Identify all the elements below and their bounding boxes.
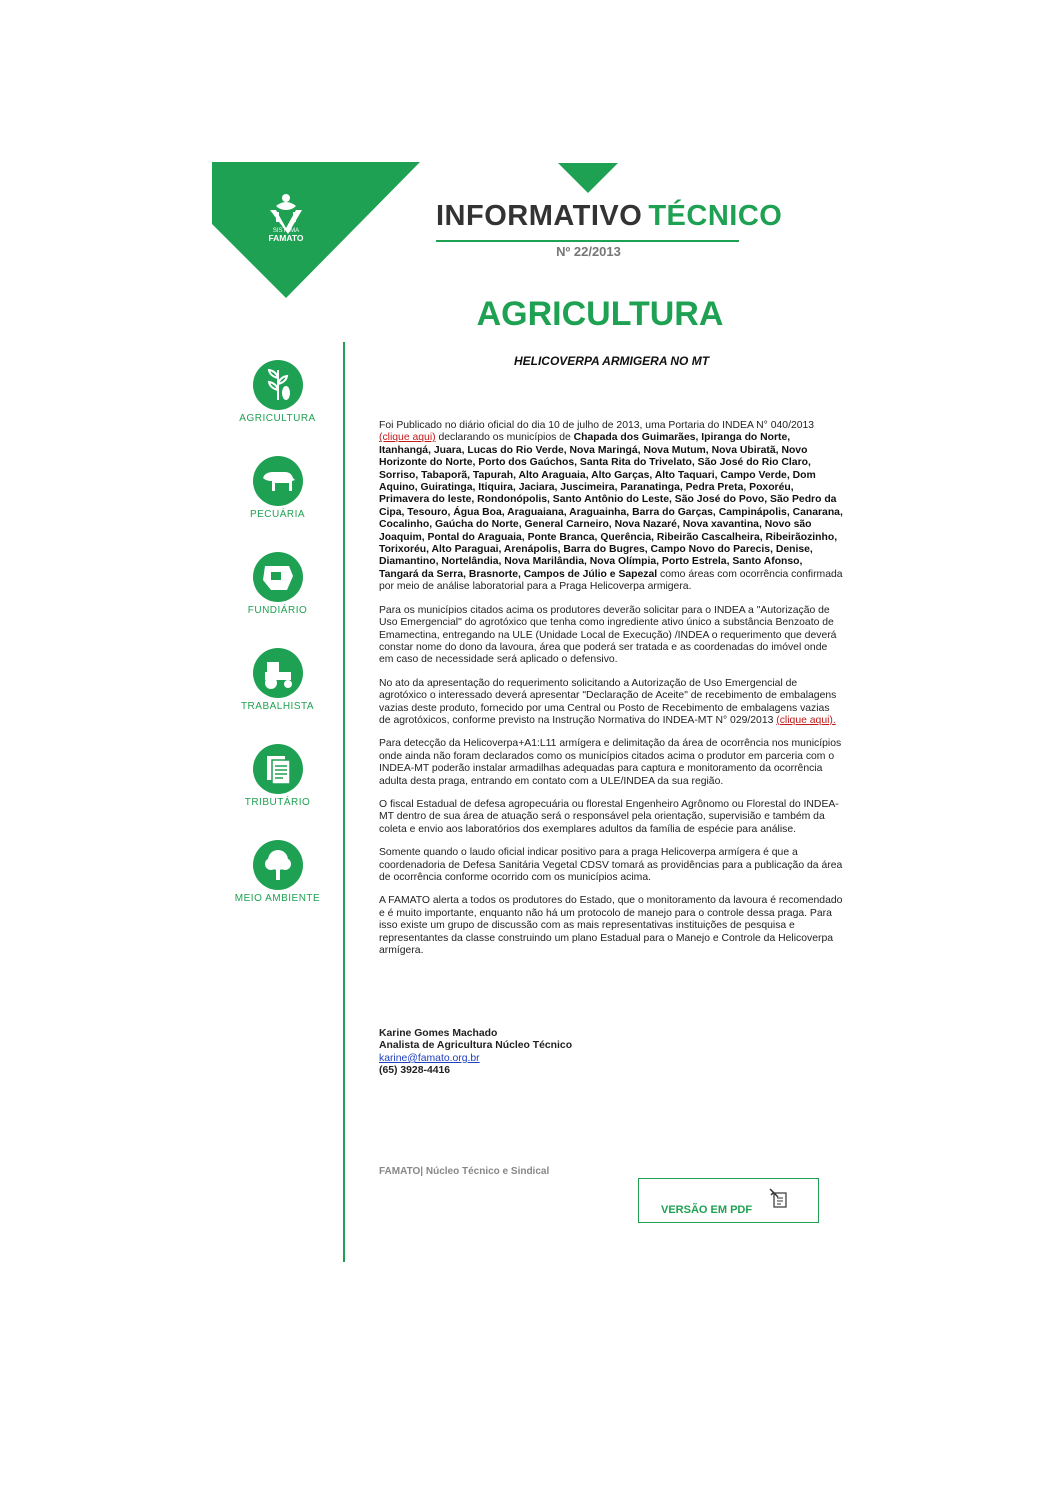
nav-label: TRIBUTÁRIO <box>244 797 311 808</box>
paragraph-1: Foi Publicado no diário oficial do dia 10 de julho de 2013, uma Portaria do INDEA N° 040/2013 (clique aqui) declarando os municípios de Chapada dos Guimarães, Ipiranga do Norte, Itanhangá, Juara, Lucas do Rio Verde, Nova Maringá, Nova Mutum, Nova Ubiratã, Novo Horizonte do Norte, Porto dos Gaúchos, Santa Rita do Trivelato, São José do Rio Claro, Sorriso, Tabaporã, Tapurah, Alto Araguaia, Alto Garças, Alto Taquari, Campo Verde, Dom Aquino, Guiratinga, Itiquira, Jaciara, Juscimeira, Paranatinga, Pedra Preta, Poxoréu, Primavera do leste, Rondonópolis, Santo Antônio do Leste, São José do Povo, São Pedro da Cipa, Tesouro, Água Boa, Araguaiana, Araguainha, Barra do Garças, Campinápolis, Canarana, Cocalinho, Gaúcha do Norte, General Carneiro, Nova Nazaré, Nova xavantina, Novo são Joaquim, Pontal do Araguaia, Ponte Branca, Querência, Ribeirão Cascalheira, Ribeirãozinho, Torixoréu, Alto Paraguai, Arenápolis, Barra do Bugres, Campo Novo do Parecis, Denise, Diamantino, Nortelândia, Nova Marilândia, Nova Olímpia, Porto Estrela, Santo Afonso, Tangará da Serra, Brasnorte, Campos de Júlio e Sapezal como áreas com ocorrência confirmada por meio de análise laboratorial para a Praga Helicoverpa armigera. <box>379 420 843 593</box>
tree-icon <box>253 840 303 890</box>
footer-text: FAMATO| Núcleo Técnico e Sindical <box>379 1166 550 1177</box>
agriculture-icon <box>253 360 303 410</box>
paragraph-7: A FAMATO alerta a todos os produtores do Estado, que o monitoramento da lavoura é recomendado e é muito importante, enquanto não há um protocolo de manejo para o controle dessa praga. Para isso existe um grupo de discussão com as mais representativas instituições de pesquisa e representantes da classe construindo um plano Estadual para o Manejo e Controle da Helicoverpa armígera. <box>379 895 843 957</box>
author-role: Analista de Agricultura Núcleo Técnico <box>379 1040 573 1052</box>
header-logo-banner <box>212 162 420 298</box>
paragraph-6: Somente quando o laudo oficial indicar positivo para a praga Helicoverpa armígera é que a coordenadoria de Defesa Sanitária Vegetal CDSV tomará as providências para a publicação da área de ocorrência conforme ocorrido com os municípios acima. <box>379 847 843 883</box>
documents-icon <box>253 744 303 794</box>
page-title-main: INFORMATIVO <box>436 200 643 232</box>
nav-item-meio-ambiente[interactable] <box>230 840 325 904</box>
paragraph-2: Para os municípios citados acima os produtores deverão solicitar para o INDEA a "Autorização de Uso Emergencial" do agrotóxico que tenha como ingrediente ativo único a substância Benzoato de Emamectina, entregando na ULE (Unidade Local de Execução) /INDEA o requerimento que deverá constar nome do dono da lavoura, área que poderá ser tratada e as coordenadas do imóvel onde em caso de necessidade será aplicado o defensivo. <box>379 604 837 666</box>
nav-item-fundiario[interactable] <box>230 552 325 616</box>
nav-item-agricultura[interactable] <box>230 360 325 424</box>
pdf-version-button[interactable] <box>638 1178 819 1223</box>
author-name: Karine Gomes Machado <box>379 1028 498 1039</box>
vertical-divider <box>343 342 345 1262</box>
tractor-icon <box>253 648 303 698</box>
header-chevron-decoration <box>558 163 618 193</box>
instrucao-normativa-link[interactable]: (clique aqui). <box>776 714 836 726</box>
portaria-link[interactable]: (clique aqui) <box>379 432 436 444</box>
paragraph-3: No ato da apresentação do requerimento solicitando a Autorização de Uso Emergencial de agrotóxico o interessado deverá apresentar "Declaração de Aceite" de recebimento de embalagens vazias deste produto, fornecido por uma Central ou Posto de Recebimento de embalagens vazias de agrotóxicos, conforme previsto na Instrução Normativa do INDEA-MT N° 029/2013 (clique aqui). <box>379 677 837 726</box>
nav-label: MEIO AMBIENTE <box>234 893 321 904</box>
paragraph-4: Para detecção da Helicoverpa+A1:L11 armígera e delimitação da área de ocorrência nos municípios onde ainda não foram declarados como os municípios citados acima o produtor em parceria com o INDEA-MT poderão instalar armadilhas adequadas para captura e monitoramento da ocorrência adulta desta praga, entrando em contato com a ULE/INDEA da sua região. <box>379 738 842 787</box>
article-body <box>379 420 843 968</box>
title-divider <box>436 240 739 242</box>
nav-label: AGRICULTURA <box>239 413 316 424</box>
logo-sub-label: SISTEMA <box>272 228 300 234</box>
section-title: AGRICULTURA <box>476 295 724 333</box>
nav-label: TRABALHISTA <box>240 701 315 712</box>
page-title <box>436 200 783 240</box>
nav-item-trabalhista[interactable] <box>230 648 325 712</box>
land-map-icon <box>253 552 303 602</box>
logo-brand-label: FAMATO <box>268 233 304 243</box>
signature-block <box>379 1028 843 1078</box>
livestock-icon <box>253 456 303 506</box>
pdf-version-label: VERSÃO EM PDF <box>661 1204 753 1216</box>
nav-label: PECUÁRIA <box>249 509 306 520</box>
issue-number: Nº 22/2013 <box>556 244 621 259</box>
paragraph-5: O fiscal Estadual de defesa agropecuária ou florestal Engenheiro Agrônomo ou Florestal do INDEA-MT dentro de sua área de atuação será o responsável pela orientação, supervisião e também da coleta e envio aos laboratórios dos exemplares adultos da família de espécie para análise. <box>379 798 839 835</box>
author-phone: (65) 3928-4416 <box>379 1065 451 1077</box>
page-title-accent: TÉCNICO <box>648 200 783 232</box>
article-subtitle: HELICOVERPA ARMIGERA NO MT <box>513 354 710 368</box>
nav-item-tributario[interactable] <box>230 744 325 808</box>
author-email-link[interactable]: karine@famato.org.br <box>379 1052 480 1064</box>
pdf-download-icon <box>766 1185 792 1211</box>
nav-item-pecuaria[interactable] <box>230 456 325 520</box>
nav-label: FUNDIÁRIO <box>247 605 308 616</box>
affected-cities-list: Chapada dos Guimarães, Ipiranga do Norte, Itanhangá, Juara, Lucas do Rio Verde, Nova Maringá, Nova Mutum, Nova Ubiratã, Novo Horizonte do Norte, Porto dos Gaúchos, Santa Rita do Trivelato, São José do Rio Claro, Sorriso, Tabaporã, Tapurah, Alto Araguaia, Alto Garças, Alto Taquari, Campo Verde, Dom Aquino, Guiratinga, Itiquira, Jaciara, Juscimeira, Paranatinga, Pedra Preta, Poxoréu, Primavera do leste, Rondonópolis, Santo Antônio do Leste, São José do Povo, São Pedro da Cipa, Tesouro, Água Boa, Araguaiana, Araguainha, Barra do Garças, Campinápolis, Canarana, Cocalinho, Gaúcha do Norte, General Carneiro, Nova Nazaré, Nova xavantina, Novo são Joaquim, Pontal do Araguaia, Ponte Branca, Querência, Ribeirão Cascalheira, Ribeirãozinho, Torixoréu, Alto Paraguai, Arenápolis, Barra do Bugres, Campo Novo do Parecis, Denise, Diamantino, Nortelândia, Nova Marilândia, Nova Olímpia, Porto Estrela, Santo Afonso, Tangará da Serra, Brasnorte, Campos de Júlio e Sapezal <box>379 432 843 580</box>
